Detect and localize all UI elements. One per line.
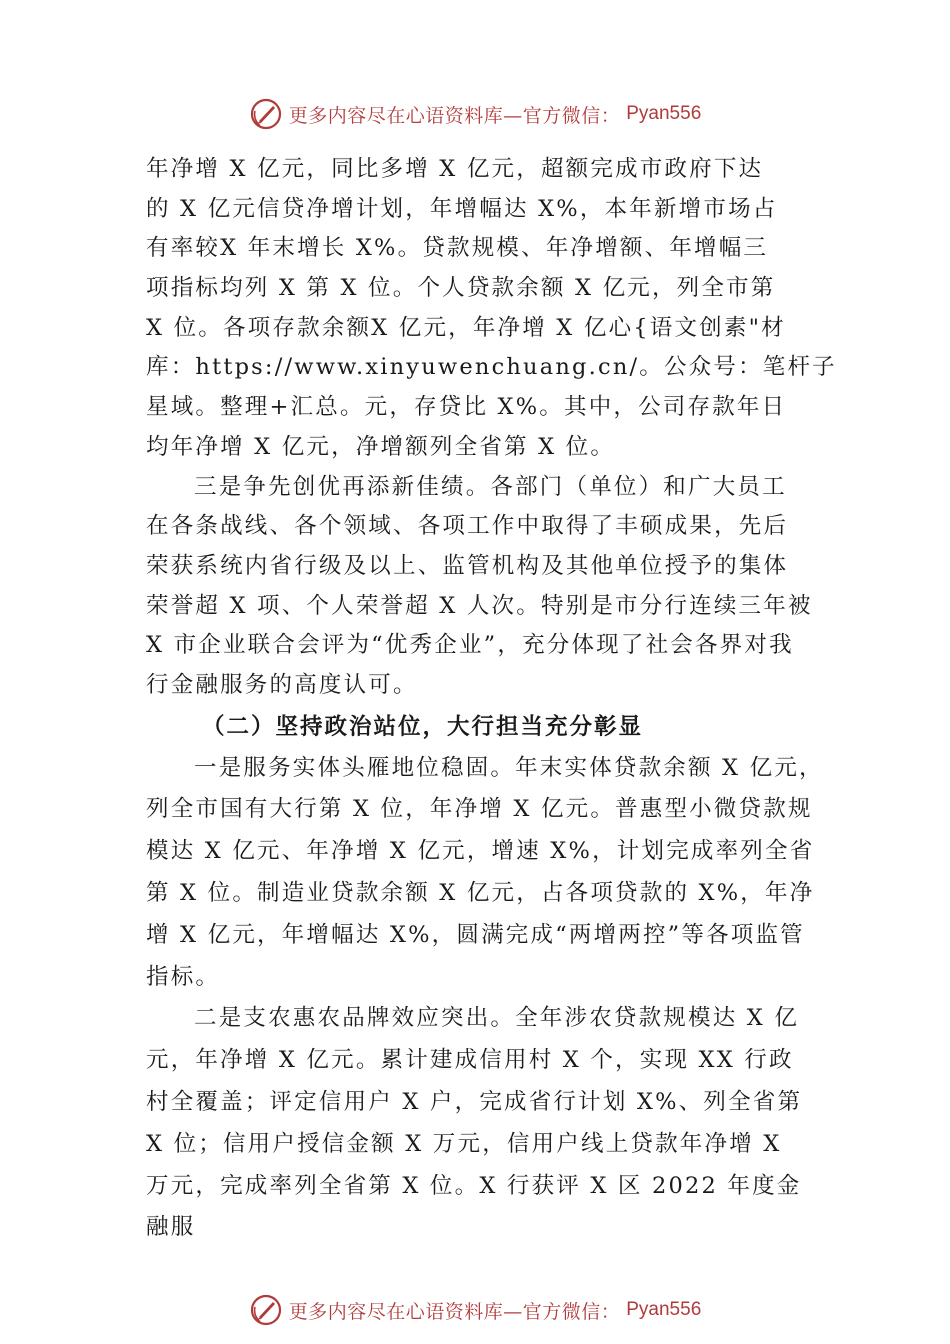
banner-text: 更多内容尽在心语资料库—官方微信： <box>288 1300 621 1323</box>
text-line: 增 X 亿元，年增幅达 X%，圆满完成“两增两控”等各项监管 <box>146 921 805 948</box>
banner-wechat-id: Pyan556 <box>626 1299 702 1320</box>
text-line: 年净增 X 亿元，同比多增 X 亿元，超额完成市政府下达 <box>146 156 764 182</box>
text-line: 星域。整理+汇总。元，存贷比 X%。其中，公司存款年日 <box>146 394 787 421</box>
paragraph-2 <box>146 468 836 706</box>
document-body <box>146 150 836 1249</box>
paragraph-3 <box>146 748 836 999</box>
header-banner <box>0 94 950 134</box>
banner-wechat-id: Pyan556 <box>626 103 702 124</box>
text-line: 的 X 亿元信贷净增计划，年增幅达 X%，本年新增市场占 <box>146 195 778 222</box>
text-line: 万元，完成率列全省第 X 位。X 行获评 X 区 2022 年度金 <box>146 1172 802 1199</box>
text-line: X 位。各项存款余额X 亿元，年净增 X 亿心{语文创素"材 <box>146 314 786 341</box>
text-line: X 位；信用户授信金额 X 万元，信用户线上贷款年净增 X <box>146 1130 782 1157</box>
brand-logo-icon <box>249 97 283 131</box>
text-line: 有率较X 年末增长 X%。贷款规模、年净增额、年增幅三 <box>146 235 769 262</box>
text-line: 一是服务实体头雁地位稳固。年末实体贷款余额 X 亿元， <box>194 754 824 781</box>
text-line: 模达 X 亿元、年净增 X 亿元，增速 X%，计划完成率列全省 <box>146 838 815 865</box>
text-line: 村全覆盖；评定信用户 X 户，完成省行计划 X%、列全省第 <box>146 1089 803 1115</box>
text-line: 库：https://www.xinyuwenchuang.cn/。公众号：笔杆子 <box>146 354 837 381</box>
text-line: 在各条战线、各个领域、各项工作中取得了丰硕成果，先后 <box>146 513 789 540</box>
footer-banner <box>0 1290 950 1330</box>
paragraph-4 <box>146 998 836 1249</box>
text-line: 行金融服务的高度认可。 <box>146 671 418 698</box>
text-line: 均年净增 X 亿元，净增额列全省第 X 位。 <box>146 433 616 460</box>
text-line: X 市企业联合会评为“优秀企业”，充分体现了社会各界对我 <box>146 632 794 659</box>
text-line: 列全市国有大行第 X 位，年净增 X 亿元。普惠型小微贷款规 <box>146 796 813 823</box>
text-line: 指标。 <box>146 963 221 990</box>
text-line: 融服 <box>146 1214 196 1241</box>
text-line: 二是支农惠农品牌效应突出。全年涉农贷款规模达 X 亿 <box>194 1005 800 1032</box>
text-line: 第 X 位。制造业贷款余额 X 亿元，占各项贷款的 X%，年净 <box>146 880 815 907</box>
text-line: 元，年净增 X 亿元。累计建成信用村 X 个，实现 XX 行政 <box>146 1047 794 1074</box>
text-line: 项指标均列 X 第 X 位。个人贷款余额 X 亿元，列全市第 <box>146 275 776 302</box>
brand-logo-icon <box>249 1293 283 1327</box>
text-line: 三是争先创优再添新佳绩。各部门（单位）和广大员工 <box>194 473 787 500</box>
banner-text: 更多内容尽在心语资料库—官方微信： <box>288 104 621 127</box>
text-line: 荣誉超 X 项、个人荣誉超 X 人次。特别是市分行连续三年被 <box>146 592 813 619</box>
text-line: 荣获系统内省行级及以上、监管机构及其他单位授予的集体 <box>146 552 789 579</box>
paragraph-1 <box>146 150 836 468</box>
section-heading: （二）坚持政治站位，大行担当充分彰显 <box>202 713 644 740</box>
